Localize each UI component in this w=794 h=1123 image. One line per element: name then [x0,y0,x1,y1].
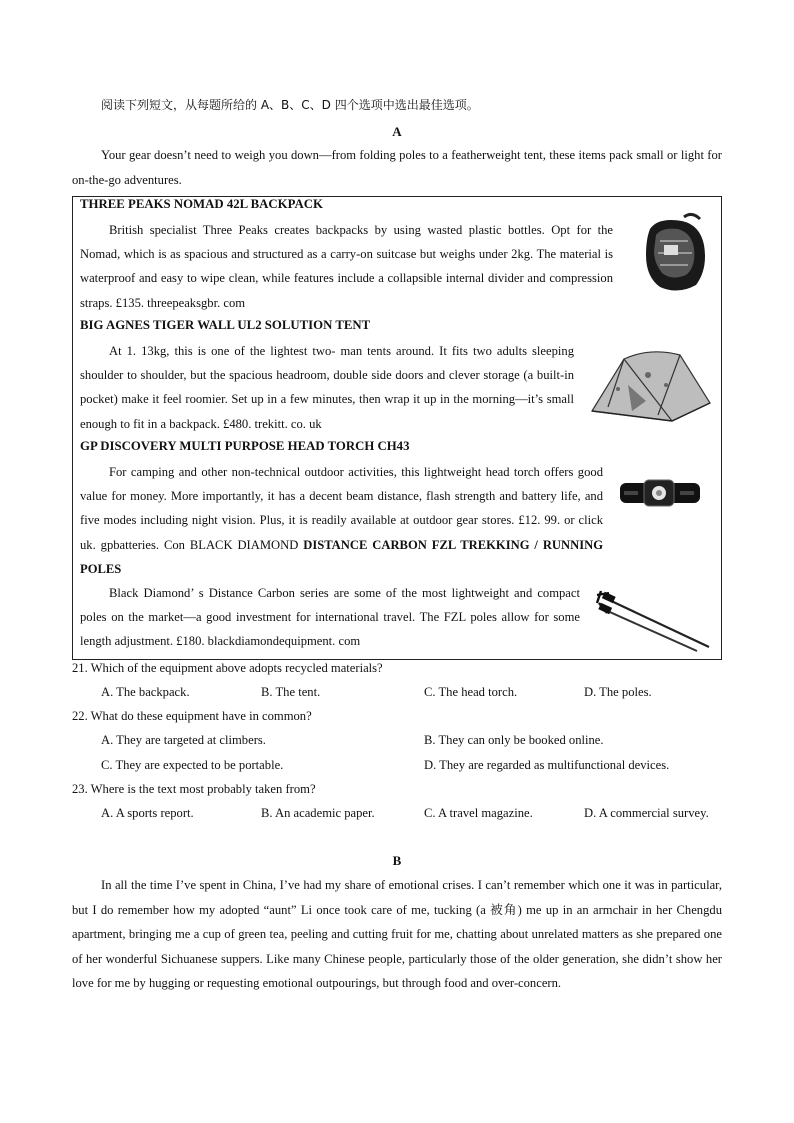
section-b-text: In all the time I’ve spent in China, I’ve had my share of emotional crises. I can’t remember which one it was in particular, but I do remember how my adopted “aunt” Li once took care of me, tucking (a 被角) me up in an armchair in her Chengdu apartment, bringing me a cup of green tea, peeling and cutting fruit for me, chatting about unrelated matters as she prepared one of her wonderful Sichuanese suppers. Like many Chinese people, particularly those of the older generation, she didn’t show her love for me by hugging or requesting emotional outpourings, but through food and over-concern. [72,878,722,990]
section-b-title: B [392,853,402,868]
q21-option-d[interactable]: D. The poles. [584,685,652,699]
q23-option-d[interactable]: D. A commercial survey. [584,806,709,820]
instruction: 阅读下列短文，从每题所给的 A、B、C、D 四个选项中选出最佳选项。 [101,98,479,112]
section-a-title: A [392,124,402,139]
torch-text-body: For camping and other non-technical outdoor activities, this lightweight head torch offers good value for money. More importantly, it has a decent beam distance, flash strength and battery life, and five modes including night vision. Plus, it is readily available at outdoor gear stores. £12. 99. or click uk. gpbatteries. Con BLACK DIAMOND [80,465,603,552]
poles-title: DISTANCE CARBON FZL TREKKING / RUNNING POLES [80,537,603,576]
product-box [72,196,722,660]
q22-option-b[interactable]: B. They can only be booked online. [424,733,604,747]
torch-image [618,477,702,509]
torch-text [80,460,603,581]
question-21: 21. Which of the equipment above adopts recycled materials? [72,661,383,675]
q23-option-a[interactable]: A. A sports report. [101,806,194,820]
question-23: 23. Where is the text most probably taken from? [72,782,316,796]
q22-option-a[interactable]: A. They are targeted at climbers. [101,733,266,747]
tent-title: BIG AGNES TIGER WALL UL2 SOLUTION TENT [80,318,371,332]
tent-text: At 1. 13kg, this is one of the lightest two- man tents around. It fits two adults sleeping shoulder to shoulder, but the spacious headroom, double side doors and clever storage (a built-in pocket) make it feel roomier. Set up in a few minutes, then wrap it up in the morning—it’s small enough to fit in a backpack. £480. trekitt. co. uk [80,344,574,431]
q23-option-b[interactable]: B. An academic paper. [261,806,375,820]
section-a-intro: Your gear doesn’t need to weigh you down—from folding poles to a featherweight tent, these items pack small or light for on-the-go adventures. [72,148,722,187]
poles-text: Black Diamond’ s Distance Carbon series are some of the most lightweight and compact poles on the market—a good investment for international travel. The FZL poles allow for some length adjustment. £180. blackdiamondequipment. com [80,586,580,649]
q22-option-c[interactable]: C. They are expected to be portable. [101,758,284,772]
q21-option-b[interactable]: B. The tent. [261,685,321,699]
question-22: 22. What do these equipment have in common? [72,709,312,723]
torch-title: GP DISCOVERY MULTI PURPOSE HEAD TORCH CH43 [80,439,410,453]
q21-option-a[interactable]: A. The backpack. [101,685,190,699]
q22-option-d[interactable]: D. They are regarded as multifunctional devices. [424,758,670,772]
q23-option-c[interactable]: C. A travel magazine. [424,806,533,820]
q21-option-c[interactable]: C. The head torch. [424,685,518,699]
backpack-title: THREE PEAKS NOMAD 42L BACKPACK [80,197,323,211]
backpack-text: British specialist Three Peaks creates backpacks by using wasted plastic bottles. Opt for the Nomad, which is as spacious and structured as a carry-on suitcase but weighs under 2kg. The material is waterproof and easy to wipe clean, while features include a collapsible internal divider and compression straps. £135. threepeaksgbr. com [80,223,613,310]
poles-image [593,589,713,653]
tent-image [588,345,714,425]
backpack-image [638,211,710,295]
